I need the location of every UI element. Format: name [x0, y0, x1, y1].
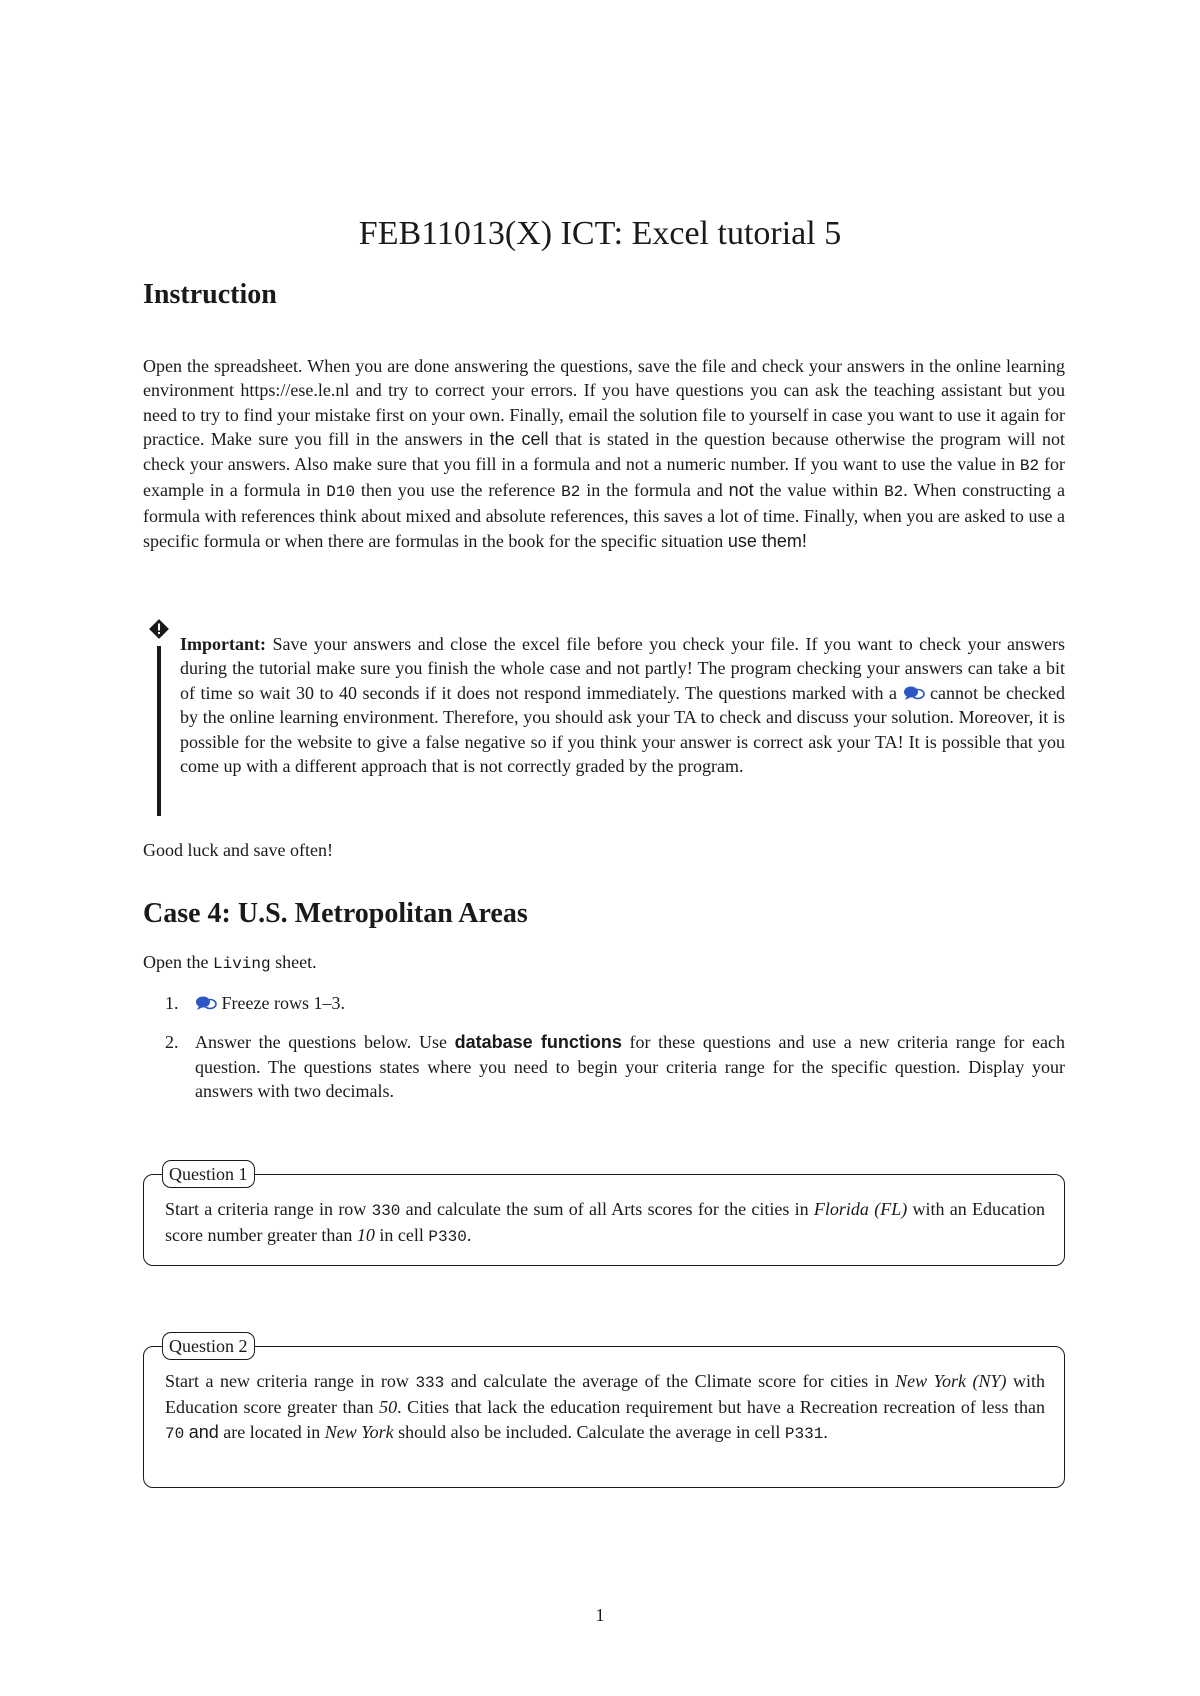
text-run: for these questions and use a new criteria range for each question. The questions states where you need to begin your criteria range for the specific question. Display your answers with two decimals.	[195, 1032, 1066, 1102]
text-run: then you use the reference	[355, 480, 562, 501]
text-run: for example in a formula in	[143, 453, 1065, 501]
question-text	[165, 1197, 1045, 1250]
cell-reference: B2	[884, 483, 904, 502]
text-run: Start a new criteria range in row	[165, 1371, 416, 1391]
text-run: sheet.	[270, 952, 317, 972]
text-run: with Education score greater than	[165, 1371, 1045, 1418]
cell-reference: B2	[1019, 456, 1040, 475]
important-callout	[143, 618, 1065, 818]
cell-reference: D10	[326, 483, 356, 502]
chat-bubbles-icon	[903, 685, 925, 701]
question-box-1	[143, 1164, 1065, 1266]
cell-reference: P330	[428, 1228, 467, 1247]
text-run: that is stated in the question because otherwise the program will not check your answers. Also make sure that you fill in a formula and not a numeric number. If you want to use the value in	[143, 429, 1065, 474]
list-item	[165, 991, 1065, 1015]
chat-bubbles-icon	[195, 995, 217, 1011]
instruction-heading: Instruction	[143, 279, 277, 310]
sheet-name: Living	[212, 955, 271, 973]
cell-reference: B2	[561, 483, 581, 502]
list-text: Freeze rows 1–3.	[217, 993, 345, 1013]
text-run: Answer the questions below. Use	[195, 1032, 455, 1053]
list-number: 2.	[165, 1032, 179, 1053]
text-run: are located in	[218, 1421, 325, 1442]
text-run: .	[823, 1421, 828, 1442]
page-number: 1	[595, 1605, 605, 1625]
text-run: . Cities that lack the education requirement but have a Recreation recreation of less than	[397, 1397, 1045, 1418]
case-heading: Case 4: U.S. Metropolitan Areas	[143, 898, 528, 929]
italic-text: New York	[324, 1421, 394, 1442]
list-number: 1.	[165, 993, 179, 1013]
text-run: in cell	[374, 1225, 429, 1246]
emphasis-text: database functions	[454, 1032, 622, 1053]
text-run: should also be included. Calculate the average in cell	[393, 1421, 785, 1442]
cell-reference: P331	[784, 1424, 824, 1443]
italic-text: 10	[356, 1225, 375, 1246]
document-title: FEB11013(X) ICT: Excel tutorial 5	[358, 215, 842, 252]
list-item	[165, 1030, 1065, 1103]
emphasis-text: use them!	[727, 530, 807, 551]
cell-reference: 330	[371, 1202, 401, 1220]
italic-text: Florida (FL)	[813, 1199, 908, 1219]
question-label: Question 1	[162, 1160, 255, 1188]
italic-text: 50	[379, 1397, 398, 1418]
text-run: .	[466, 1225, 472, 1246]
text-run: and calculate the average of the Climate score for cities in	[444, 1371, 896, 1391]
text-run: Start a criteria range in row	[165, 1199, 372, 1219]
emphasis-text: the cell	[489, 429, 549, 450]
diamond-exclamation-icon	[148, 618, 170, 640]
text-run: Save your answers and close the excel file before you check your file. If you want to check your answers during the tutorial make sure you finish the whole case and not partly! The program checking your answers can take a bit of time so wait 30 to 40 seconds if it does not respond immediately. The questions marked with a	[180, 634, 1065, 703]
emphasis-text: and	[188, 1421, 219, 1442]
task-list	[165, 991, 1065, 1104]
numeric-value: 70	[165, 1424, 185, 1443]
text-run: with an Education score number greater than	[165, 1199, 1046, 1246]
text-run: and calculate the sum of all Arts scores for the cities in	[400, 1199, 814, 1219]
instruction-paragraph	[143, 354, 1065, 553]
case-intro	[143, 950, 1065, 976]
emphasis-text: not	[728, 480, 754, 501]
text-run: the value within	[753, 480, 885, 501]
question-box-2	[143, 1336, 1065, 1488]
text-run: Open the spreadsheet. When you are done answering the questions, save the file and check your answers in the online learning environment https://ese.le.nl and try to correct your errors. If you have questions you can ask the teaching assistant but you need to try to find your mistake first on your own. Finally, email the solution file to yourself in case you want to use it again for practice. Make sure you fill in the answers in	[143, 356, 1065, 450]
callout-bar	[157, 646, 161, 816]
good-luck-text: Good luck and save often!	[143, 840, 333, 860]
question-label: Question 2	[162, 1332, 255, 1360]
question-text	[165, 1369, 1045, 1446]
text-run: . When constructing a formula with references think about mixed and absolute references, this saves a lot of time. Finally, when you are asked to use a specific formula or when there are formulas in the book for the specific situation	[143, 480, 1065, 551]
italic-text: New York (NY)	[895, 1371, 1007, 1391]
text-run: in the formula and	[580, 480, 729, 501]
cell-reference: 333	[415, 1374, 445, 1392]
text-run: cannot be checked by the online learning environment. Therefore, you should ask your TA to check and discuss your solution. Moreover, it is possible for the website to give a false negative so if you think your answer is correct ask your TA! It is possible that you come up with a different approach that is not correctly graded by the program.	[180, 682, 1065, 777]
important-text	[180, 632, 1065, 778]
important-label: Important:	[180, 634, 266, 654]
text-run: Open the	[143, 952, 213, 972]
